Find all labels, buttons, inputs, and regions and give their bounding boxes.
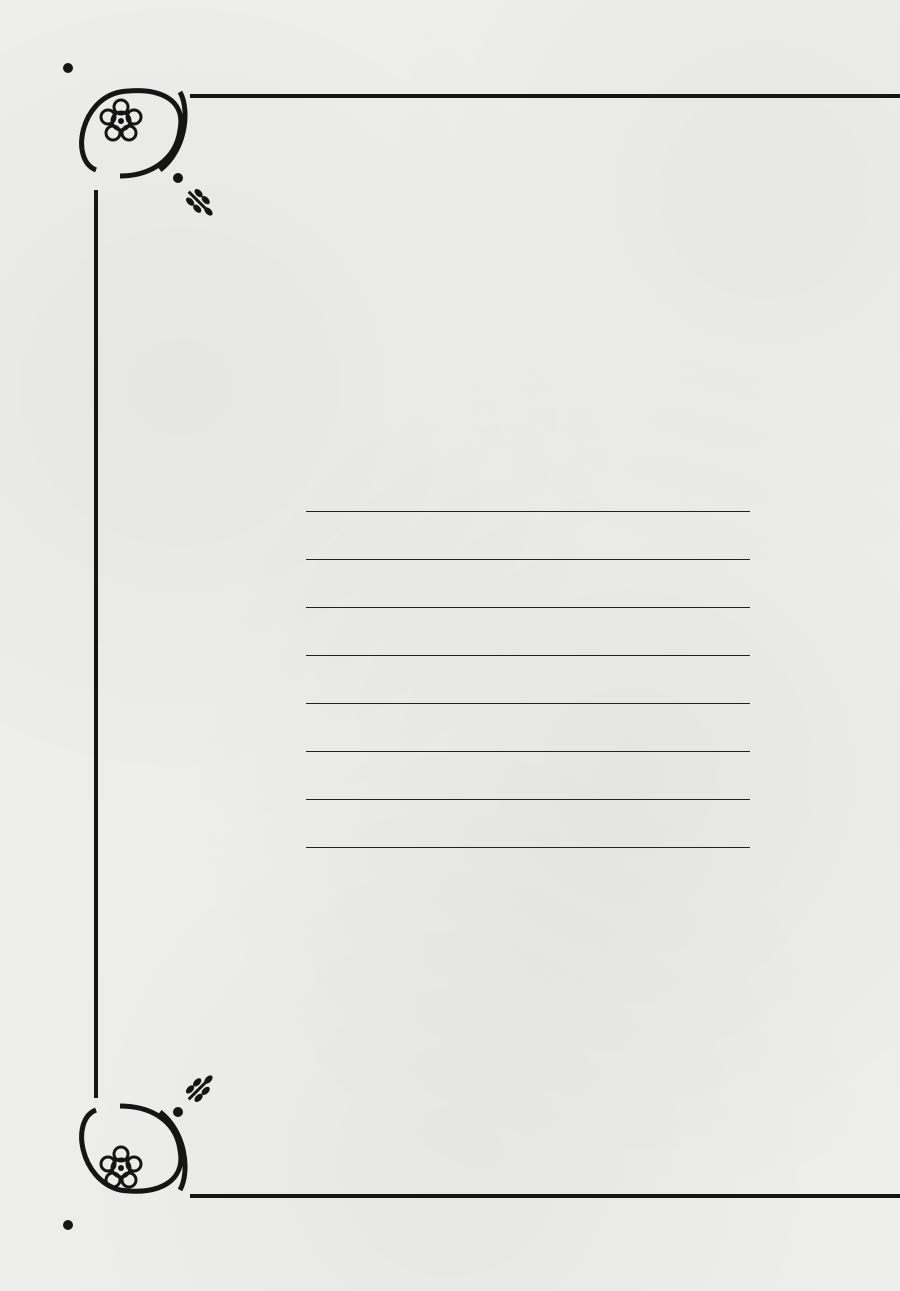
flower-ornament-icon (101, 100, 141, 140)
dot-leader (306, 799, 750, 800)
table-of-contents (172, 518, 792, 902)
dot-leader (306, 655, 750, 656)
leaf-sprig-icon (182, 1070, 218, 1106)
dot-leader (306, 559, 750, 560)
toc-entry[interactable] (172, 854, 792, 902)
dot-leader (306, 607, 750, 608)
dot-leader (306, 751, 750, 752)
leaf-sprig-icon (182, 185, 218, 221)
corner-ornament-bottom-left (63, 1106, 185, 1230)
flower-ornament-icon (101, 1147, 141, 1187)
corner-ornament-top-left (63, 63, 185, 183)
dot-leader (306, 703, 750, 704)
dot-leader (306, 511, 750, 512)
dot-leader (306, 847, 750, 848)
